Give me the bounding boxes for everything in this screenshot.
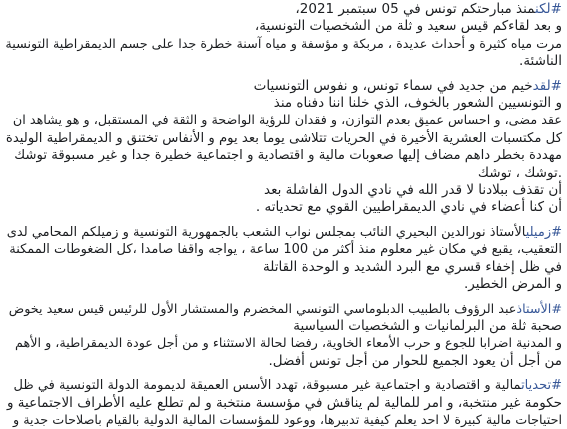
- paragraph-line: [5, 259, 562, 276]
- paragraph-line: [5, 377, 562, 394]
- post-paragraph: [5, 377, 562, 429]
- line-text: أن تقذف ببلادنا لا قدر الله في نادي الدول الفاشلة بعد: [264, 182, 562, 199]
- line-text: .توشك ، توشك: [477, 164, 562, 181]
- post-body: [5, 0, 562, 429]
- post-paragraphs: [5, 1, 562, 429]
- paragraph-line: [5, 78, 562, 95]
- line-text: مهددة بخطر داهم مضاف إليها صعوبات مالية و اقتصادية و اجتماعية خطيرة جدا و غير مسبوقة توشك: [14, 148, 562, 164]
- line-text: منذ مبارحتكم تونس في 05 سبتمبر 2021،: [295, 1, 536, 17]
- hashtag-link[interactable]: #لكن: [535, 1, 562, 17]
- paragraph-line: [5, 276, 562, 293]
- line-text: أن كنا أعضاء في نادي الديمقراطيين القوي مع تحدياته .: [255, 199, 562, 216]
- line-text: حكومة غير منتخبة، و امر للمالية لم يناقش في مؤسسة منتخبة و لم تطلع عليه الأطراف الاجتماعية و: [6, 394, 562, 411]
- line-text: الناشئة.: [519, 53, 562, 70]
- post-paragraph: [5, 301, 562, 371]
- paragraph-line: [5, 353, 562, 370]
- line-text: كل مكتسبات العشرية الأخيرة في الحريات تتلاشى يوما بعد يوم و الأنفاس تختنق و الديمقراطية الوليدة: [5, 130, 562, 146]
- line-text: مالية و اقتصادية و اجتماعية غير مسبوقة، تهدد الأسس العميقة لديمومة الدولة التونسية في ظل: [13, 378, 522, 394]
- line-text: و المرض الخطير.: [463, 276, 562, 293]
- paragraph-line: [5, 395, 562, 412]
- paragraph-line: [5, 199, 562, 216]
- paragraph-line: [5, 241, 562, 258]
- line-text: في ظل إخفاء قسري مع البرد الشديد و الوحدة القاتلة: [263, 258, 562, 275]
- line-text: و التونسيين الشعور بالخوف، الذي خلنا اننا دفناه منذ: [273, 95, 562, 112]
- paragraph-line: [5, 112, 562, 129]
- line-text: من أجل أن يعود الجميع للحوار من أجل تونس أفضل.: [268, 352, 562, 369]
- hashtag-link[interactable]: #الأستاذ: [516, 301, 562, 317]
- post-paragraph: [5, 1, 562, 71]
- line-text: التعقيب، يقبع في مكان غير معلوم منذ أكثر من 100 ساعة ، يواجه واقفا صامدا ،كل الضغوطات الممكنة: [9, 242, 562, 258]
- paragraph-line: [5, 95, 562, 112]
- paragraph-line: [5, 412, 562, 429]
- line-text: الأستاذ نورالدين البحيري النائب بمجلس نواب الشعب بالجمهورية التونسية و زميلكم المحامي لدى: [6, 224, 526, 240]
- line-text: و المدنية اضرابا للجوع و حرب الأمعاء الخاوية، رفضا لحالة الاستثناء و من أجل عودة الديمقراطية، و الأهم: [15, 336, 562, 352]
- paragraph-line: [5, 224, 562, 241]
- line-text: احتياجات مالية كبيرة لا احد يعلم كيفية تدبيرها، ووعود للمؤسسات المالية الدولية بالقيام باصلاحات جدية و: [12, 412, 562, 428]
- paragraph-line: [5, 53, 562, 70]
- line-text: مرت مياه كثيرة و أحداث عديدة ، مربكة و مؤسفة و مياه آسنة خطرة جدا على جسم الديمقراطية التونسية: [5, 36, 562, 52]
- paragraph-line: [5, 130, 562, 147]
- line-text: عقد مضى، و احساس عميق بعدم التوازن، و فقدان للرؤية الواضحة و الثقة في المستقبل، و هو يشاهد ان: [12, 113, 562, 129]
- line-text: و بعد لقاءكم قيس سعيد و ثلة من الشخصيات التونسية،: [254, 18, 562, 35]
- paragraph-line: [5, 165, 562, 182]
- line-text: صحبة ثلة من البرلمانيات و الشخصيات السياسية: [293, 317, 562, 334]
- post-paragraph: [5, 224, 562, 294]
- paragraph-line: [5, 301, 562, 318]
- line-text: خيم من جديد في سماء تونس، و نفوس التونسيات: [253, 77, 533, 94]
- post-paragraph: [5, 78, 562, 217]
- paragraph-line: [5, 147, 562, 164]
- paragraph-line: [5, 18, 562, 35]
- hashtag-link[interactable]: #لقد: [532, 77, 562, 94]
- paragraph-line: [5, 318, 562, 335]
- hashtag-link[interactable]: #زميلي: [525, 224, 562, 240]
- line-text: عبد الرؤوف بالطبيب الدبلوماسي التونسي المخضرم والمستشار الأول للرئيس قيس سعيد يخوض: [8, 301, 517, 317]
- hashtag-link[interactable]: #تحديات: [521, 378, 562, 394]
- paragraph-line: [5, 335, 562, 352]
- paragraph-line: [5, 1, 562, 18]
- paragraph-line: [5, 36, 562, 53]
- paragraph-line: [5, 182, 562, 199]
